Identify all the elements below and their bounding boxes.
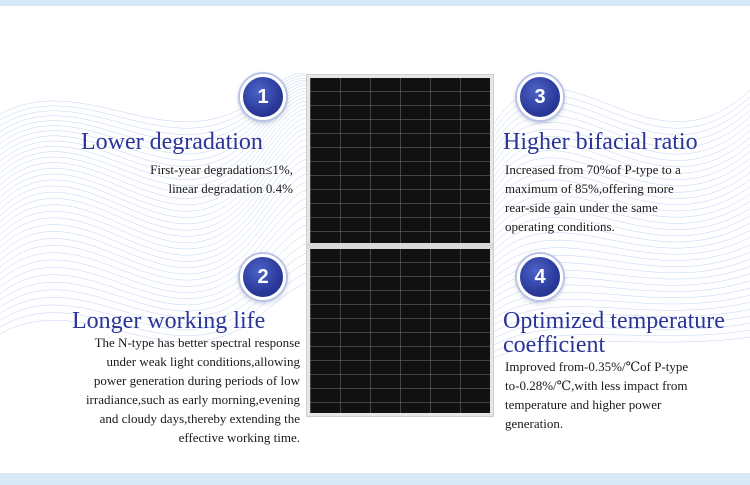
feature-2-line: and cloudy days,thereby extending the (99, 411, 300, 426)
feature-4-line: temperature and higher power (505, 397, 662, 412)
feature-3-number-badge (517, 74, 563, 120)
solar-panel-icon (306, 74, 494, 417)
feature-1-title: Lower degradation (81, 129, 263, 155)
feature-4-number: 4 (534, 266, 546, 288)
solar-panel-top-cells (310, 78, 490, 243)
feature-3-line: maximum of 85%,offering more (505, 181, 674, 196)
feature-2-number-badge (240, 254, 286, 300)
feature-4-line: to-0.28%/℃,with less impact from (505, 378, 688, 393)
feature-1-line: First-year degradation≤1%, (150, 162, 293, 177)
feature-4-title (503, 309, 748, 357)
feature-2-description (40, 333, 300, 447)
feature-3-line: Increased from 70%of P-type to a (505, 162, 681, 177)
feature-2-number: 2 (257, 266, 269, 288)
feature-1-description (60, 160, 293, 198)
feature-4-line: Improved from-0.35%/℃of P-type (505, 359, 689, 374)
feature-1-number-badge (240, 74, 286, 120)
feature-3-description (505, 160, 735, 236)
feature-3-number: 3 (534, 86, 546, 108)
feature-4-title-line: coefficient (503, 332, 606, 358)
feature-3-line: rear-side gain under the same (505, 200, 658, 215)
feature-4-line: generation. (505, 416, 564, 431)
feature-4-number-badge (517, 254, 563, 300)
feature-3-line: operating conditions. (505, 219, 615, 234)
feature-2-line: under weak light conditions,allowing (106, 354, 300, 369)
feature-1-number: 1 (257, 86, 269, 108)
feature-2-line: The N-type has better spectral response (94, 335, 300, 350)
feature-2-title: Longer working life (72, 308, 266, 334)
solar-panel-bottom-cells (310, 249, 490, 413)
feature-1-line: linear degradation 0.4% (168, 181, 293, 196)
feature-2-line: power generation during periods of low (93, 373, 300, 388)
feature-3-title: Higher bifacial ratio (503, 129, 698, 155)
feature-4-title-line: Optimized temperature (503, 308, 725, 334)
feature-2-line: effective working time. (178, 430, 300, 445)
feature-4-description (505, 357, 735, 433)
feature-2-line: irradiance,such as early morning,evening (85, 392, 300, 407)
